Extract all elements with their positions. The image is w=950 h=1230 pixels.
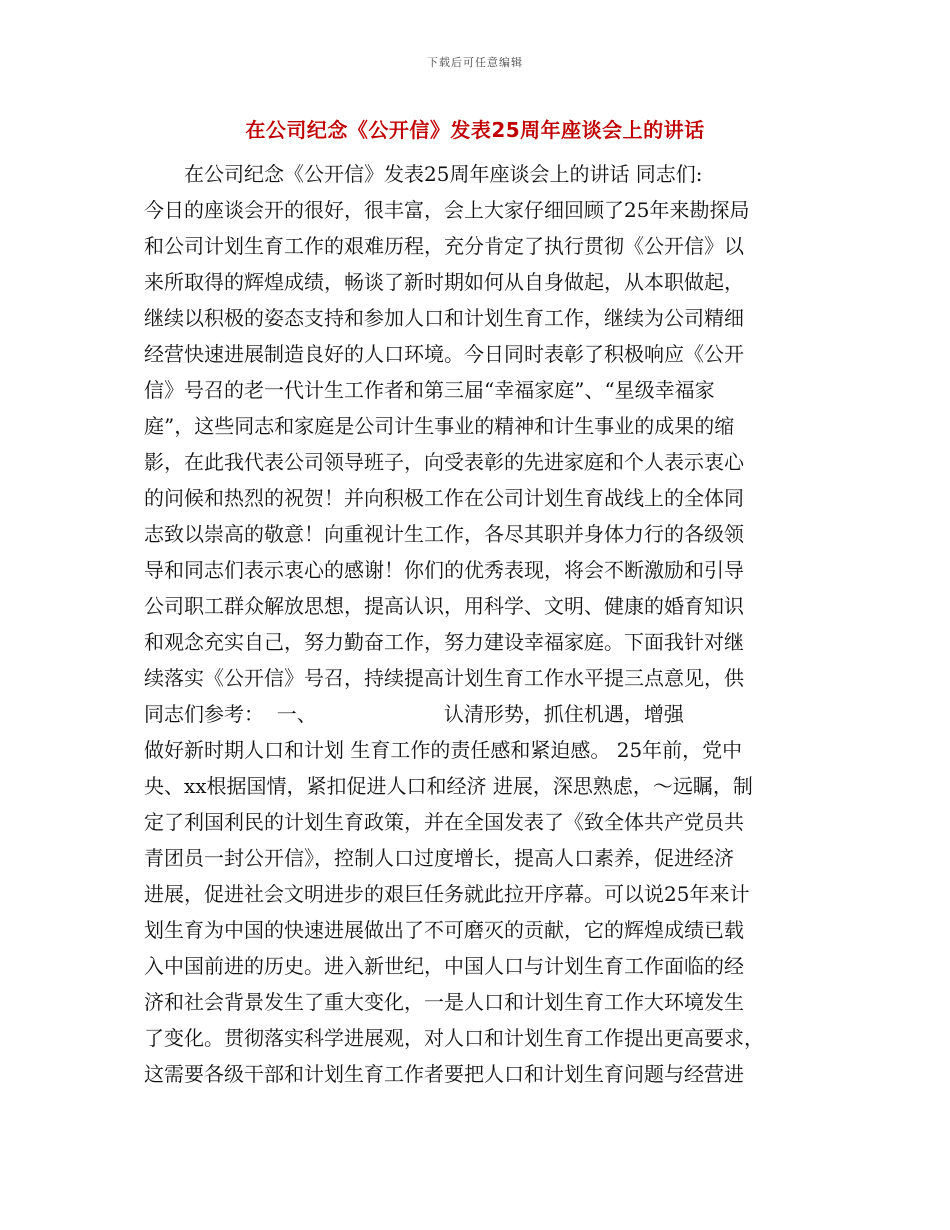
body-line: 这需要各级干部和计划生育工作者要把人口和计划生育问题与经营进 xyxy=(144,1062,744,1086)
body-line: 继续以积极的姿态支持和参加人口和计划生育工作，继续为公司精细 xyxy=(144,306,744,330)
document-title: 在公司纪念《公开信》发表25周年座谈会上的讲话 xyxy=(245,118,705,142)
body-line: 公司职工群众解放思想，提高认识，用科学、文明、健康的婚育知识 xyxy=(144,594,744,618)
body-line: 导和同志们表示衷心的感谢！你们的优秀表现，将会不断激励和引导 xyxy=(144,558,744,582)
body-line: 进展，促进社会文明进步的艰巨任务就此拉开序幕。可以说25年来计 xyxy=(144,882,750,906)
body-line: 来所取得的辉煌成绩，畅谈了新时期如何从自身做起，从本职做起， xyxy=(144,270,744,294)
body-line: 济和社会背景发生了重大变化，一是人口和计划生育工作大环境发生 xyxy=(144,990,744,1014)
body-line: 做好新时期人口和计划 生育工作的责任感和紧迫感。 25年前，党中 xyxy=(144,738,743,762)
body-line: 青团员一封公开信》，控制人口过度增长，提高人口素养，促进经济 xyxy=(144,846,734,870)
body-line: 同志们参考： 一、 认清形势，抓住机遇，增强 xyxy=(144,702,684,726)
body-line: 了变化。贯彻落实科学进展观，对人口和计划生育工作提出更高要求， xyxy=(144,1026,764,1050)
body-line: 志致以崇高的敬意！向重视计生工作，各尽其职并身体力行的各级领 xyxy=(144,522,744,546)
body-line: 影，在此我代表公司领导班子，向受表彰的先进家庭和个人表示衷心 xyxy=(144,450,744,474)
body-line: 今日的座谈会开的很好，很丰富，会上大家仔细回顾了25年来勘探局 xyxy=(144,198,750,222)
body-line: 经营快速进展制造良好的人口环境。今日同时表彰了积极响应《公开 xyxy=(144,342,744,366)
body-line: 和观念充实自己，努力勤奋工作，努力建设幸福家庭。下面我针对继 xyxy=(144,630,744,654)
body-line: 庭”，这些同志和家庭是公司计生事业的精神和计生事业的成果的缩 xyxy=(144,414,735,438)
body-line: 划生育为中国的快速进展做出了不可磨灭的贡献，它的辉煌成绩已载 xyxy=(144,918,744,942)
body-line: 信》号召的老一代计生工作者和第三届“幸福家庭”、“星级幸福家 xyxy=(144,378,715,402)
header-note: 下载后可任意编辑 xyxy=(427,56,523,69)
body-line: 入中国前进的历史。进入新世纪，中国人口与计划生育工作面临的经 xyxy=(144,954,744,978)
body-line: 在公司纪念《公开信》发表25周年座谈会上的讲话 同志们: xyxy=(184,162,703,186)
body-line: 央、xx根据国情，紧扣促进人口和经济 进展，深思熟虑，～远瞩，制 xyxy=(144,774,753,798)
body-line: 定了利国利民的计划生育政策，并在全国发表了《致全体共产党员共 xyxy=(144,810,744,834)
body-line: 续落实《公开信》号召，持续提高计划生育工作水平提三点意见，供 xyxy=(144,666,744,690)
body-line: 和公司计划生育工作的艰难历程，充分肯定了执行贯彻《公开信》以 xyxy=(144,234,744,258)
body-line: 的问候和热烈的祝贺！并向积极工作在公司计划生育战线上的全体同 xyxy=(144,486,744,510)
